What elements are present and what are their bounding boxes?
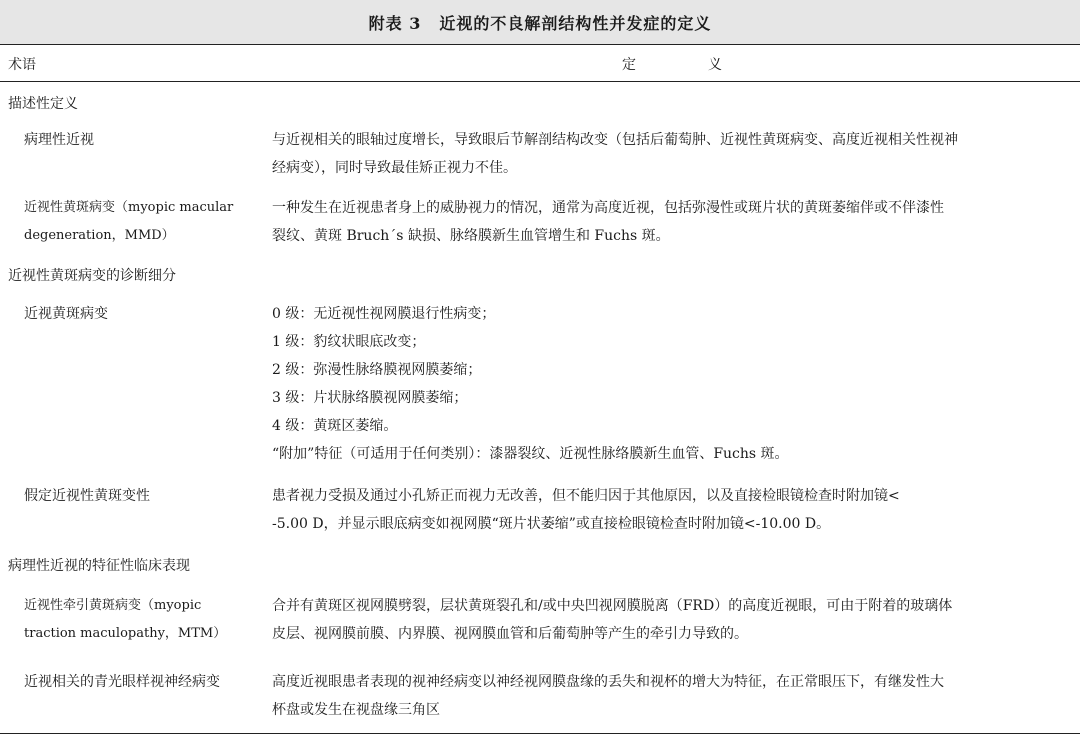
grading-list <box>272 300 1074 468</box>
term-line: 近视性黄斑病变（myopic macular <box>24 200 234 215</box>
grade-item: 2 级：弥漫性脉络膜视网膜萎缩； <box>272 362 482 378</box>
grade-item: 1 级：豹纹状眼底改变； <box>272 334 426 350</box>
grade-item: 0 级：无近视性视网膜退行性病变； <box>272 306 496 322</box>
table-title <box>0 0 1080 45</box>
grade-item: 3 级：片状脉络膜视网膜萎缩； <box>272 390 468 406</box>
term-cell: 近视黄斑病变 <box>24 306 108 322</box>
term-cell <box>24 194 264 250</box>
section-heading: 描述性定义 <box>8 96 78 112</box>
term-column-header: 术语 <box>8 57 36 73</box>
table-bottom-rule <box>0 733 1080 734</box>
table-title-text: 近视的不良解剖结构性并发症的定义 <box>439 13 712 33</box>
term-line: traction maculopathy，MTM） <box>24 626 227 641</box>
definition-line: 一种发生在近视患者身上的威胁视力的情况，通常为高度近视，包括弥漫性或斑片状的黄斑萎缩伴或不伴漆性 <box>272 200 944 216</box>
definition-line: 合并有黄斑区视网膜劈裂，层状黄斑裂孔和/或中央凹视网膜脱离（FRD）的高度近视眼，可由于附着的玻璃体 <box>272 598 953 614</box>
definition-cell <box>272 668 1074 724</box>
section-heading: 近视性黄斑病变的诊断细分 <box>8 268 176 284</box>
term-cell: 假定近视性黄斑变性 <box>24 488 150 504</box>
definition-line: 裂纹、黄斑 Bruch´s 缺损、脉络膜新生血管增生和 Fuchs 斑。 <box>272 228 670 244</box>
definition-cell <box>272 194 1074 250</box>
term-line: 近视性牵引黄斑病变（myopic <box>24 598 202 613</box>
definition-line: 与近视相关的眼轴过度增长，导致眼后节解剖结构改变（包括后葡萄肿、近视性黄斑病变、高度近视相关性视神 <box>272 132 958 148</box>
column-header-row <box>0 45 1080 82</box>
term-cell <box>24 592 264 648</box>
term-line: degeneration，MMD） <box>24 228 175 243</box>
definition-line: 皮层、视网膜前膜、内界膜、视网膜血管和后葡萄肿等产生的牵引力导致的。 <box>272 626 748 642</box>
definition-cell <box>272 592 1074 648</box>
definition-line: 患者视力受损及通过小孔矫正而视力无改善，但不能归因于其他原因，以及直接检眼镜检查时附加镜< <box>272 488 900 504</box>
section-heading: 病理性近视的特征性临床表现 <box>8 558 190 574</box>
definition-cell <box>272 482 1074 538</box>
definition-line: -5.00 D，并显示眼底病变如视网膜“斑片状萎缩”或直接检眼镜检查时附加镜<-10.00 D。 <box>272 516 831 532</box>
definition-line: 高度近视眼患者表现的视神经病变以神经视网膜盘缘的丢失和视杯的增大为特征，在正常眼压下，有继发性大 <box>272 674 944 690</box>
term-cell: 病理性近视 <box>24 132 94 148</box>
table-number: 附表 3 <box>368 13 422 33</box>
definition-cell <box>272 126 1074 182</box>
definition-line: 杯盘或发生在视盘缘三角区 <box>272 702 440 718</box>
term-cell: 近视相关的青光眼样视神经病变 <box>24 674 220 690</box>
additional-features: “附加”特征（可适用于任何类别）：漆器裂纹、近视性脉络膜新生血管、Fuchs 斑。 <box>272 446 789 462</box>
definition-line: 经病变），同时导致最佳矫正视力不佳。 <box>272 160 517 176</box>
definition-column-header: 定义 <box>622 57 794 73</box>
grade-item: 4 级：黄斑区萎缩。 <box>272 418 398 434</box>
